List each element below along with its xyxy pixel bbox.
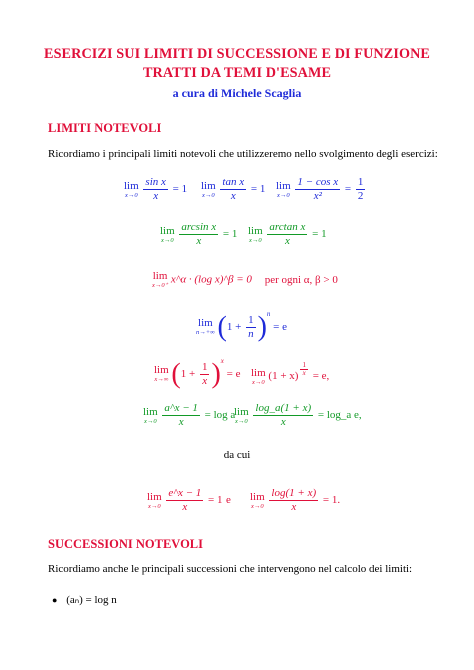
limit-e-root: lim x→0 (1 + x) $^{\frac{1}{x}}$ = e,: [251, 361, 330, 386]
section2-intro-text: Ricordiamo anche le principali successioni che intervengono nel calcolo dei limiti:: [48, 563, 413, 575]
section-intro-text: Ricordiamo i principali limiti notevoli che utilizzeremo nello svolgimento degli esercizi:: [48, 148, 438, 160]
limit-e-function: lim x→∞ (1 + $\frac{1}{x}$ )$^x$ = e: [154, 357, 241, 390]
bullet-item-log-n: ● (aₙ) = log n: [52, 594, 117, 606]
limit-exponential-a: lim x→0 $\frac{a\^{}x - 1}{x}$ = log a: [143, 402, 236, 428]
limit-arctan: lim x→0 $\frac{\text{arctan x}}{x}$ = 1: [248, 221, 327, 247]
section-heading-successioni-notevoli: SUCCESSIONI NOTEVOLI: [48, 537, 204, 551]
conjunction-e: e: [226, 494, 231, 506]
limit-e-sequence: lim n→+∞ (1 + $\frac{1}{n}$ )$^n$ = e: [196, 310, 287, 343]
limit-sin: lim x→0 $\frac{\text{sin x}}{x}$ = 1: [124, 176, 188, 202]
limit-log-a: lim x→0 $\frac{\log\_a(1 + x)}{x}$ = log_a e,: [234, 402, 362, 428]
limit-exp-1: lim x→0 $\frac{e\^{}x - 1}{x}$ = 1: [147, 487, 223, 513]
limit-arcsin: lim x→0 $\frac{\text{arcsin x}}{x}$ = 1: [160, 221, 238, 247]
limit-log-1: lim x→0 $\frac{\log(1 + x)}{x}$ = 1.: [250, 487, 341, 513]
bullet-icon: ●: [52, 595, 58, 605]
document-subtitle: a cura di Michele Scaglia: [172, 86, 302, 100]
da-cui-text: da cui: [223, 449, 251, 461]
limit-power-log: lim x→0⁺ x^α · (log x)^β = 0 per ogni α, β > 0: [152, 270, 338, 289]
section-heading-limiti-notevoli: LIMITI NOTEVOLI: [48, 121, 162, 135]
limit-tan: lim x→0 $\frac{\text{tan x}}{x}$ = 1: [201, 176, 266, 202]
limit-cos: lim x→0 $\frac{\text{1 − cos x}}{\text{x²}}$ = $\frac{1}{2}$: [276, 176, 364, 202]
document-title-line-1: ESERCIZI SUI LIMITI DI SUCCESSIONE E DI FUNZIONE: [44, 46, 430, 62]
document-title-line-2: TRATTI DA TEMI D'ESAME: [142, 65, 332, 81]
